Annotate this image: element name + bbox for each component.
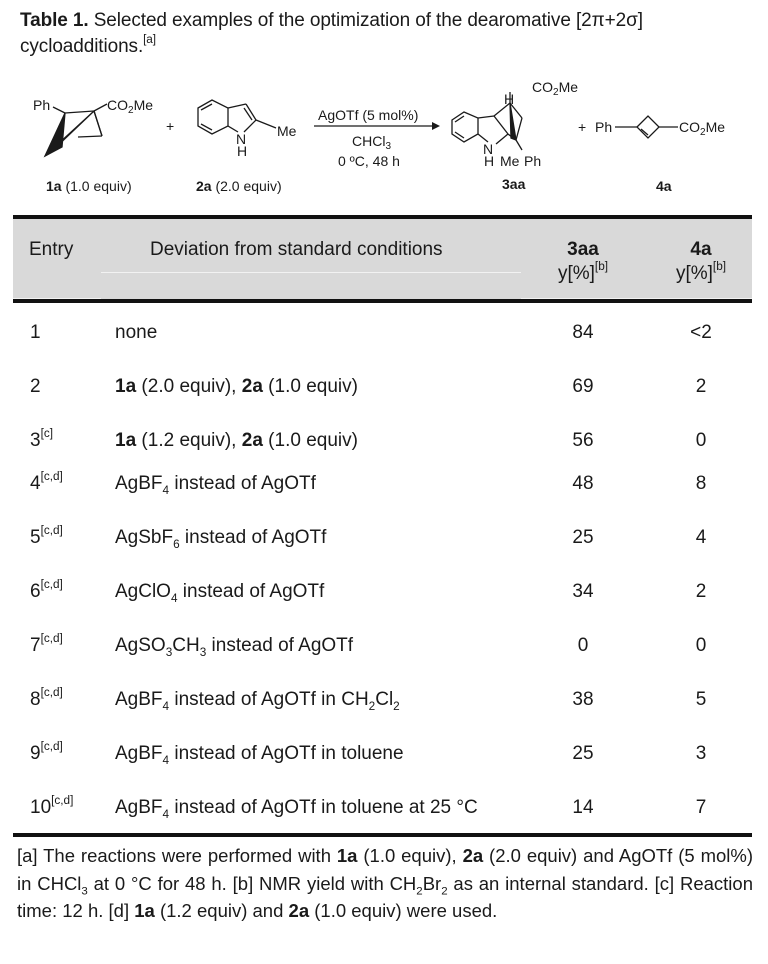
3aa-n-label: N: [483, 141, 494, 157]
yield-4a: 0: [695, 430, 707, 451]
yield-3aa: 38: [572, 689, 594, 710]
yield-4a: 4: [695, 527, 707, 548]
compound-1a-structure: [45, 104, 107, 156]
header-4a: 4a: [690, 239, 712, 260]
3aa-nh-label: H: [484, 153, 495, 169]
deviation-cell: AgBF$_4$ instead of AgOTf: [115, 473, 316, 497]
3aa-me-label: Me: [500, 153, 520, 169]
header-inner-rule: [101, 272, 521, 273]
footnote-d: [d] 1a (1.2 equiv) and 2a (1.0 equiv) were used.: [108, 900, 498, 921]
deviation-cell: $AgSO_3CH_3$ instead of AgOTf: [115, 635, 354, 659]
yield-3aa: 56: [572, 430, 594, 451]
2a-me-label: Me: [277, 123, 297, 139]
table-row: [13, 523, 752, 557]
yield-4a: 0: [695, 635, 707, 656]
entry-number: 7[c,d]: [30, 631, 63, 656]
yield-3aa: 34: [572, 581, 594, 602]
yield-3aa: 0: [577, 635, 589, 656]
yield-4a: 2: [695, 581, 707, 602]
deviation-cell: 1a (1.2 equiv), 2a (1.0 equiv): [115, 430, 358, 451]
3aa-h-label: H: [504, 91, 515, 107]
2a-h-label: H: [237, 143, 248, 159]
reaction-scheme: [0, 70, 768, 200]
header-3aa-unit: y[%][b]: [557, 259, 609, 284]
yield-4a: 7: [695, 797, 707, 818]
table-body: [13, 303, 752, 833]
label-2a: 2a (2.0 equiv): [196, 178, 282, 194]
entry-number: 5[c,d]: [30, 523, 63, 548]
table-bottom-rule: [13, 833, 752, 837]
2a-n-label: N: [236, 131, 247, 147]
yield-3aa: 25: [572, 743, 594, 764]
yield-4a: 3: [695, 743, 707, 764]
header-deviation: Deviation from standard conditions: [150, 239, 443, 260]
table-header: [13, 219, 752, 299]
condition-solvent: CHCl$_3$: [352, 133, 392, 152]
footnote-a: [a] The reactions were performed with 1a (1.0 equiv), 2a (2.0 equiv) and AgOTf (5 mol%) in CHCl$_3$ at 0 °C for 48 h.: [17, 845, 753, 898]
header-entry: Entry: [29, 239, 74, 260]
header-bottom-rule-right: [521, 298, 752, 299]
3aa-ph-label: Ph: [524, 153, 542, 169]
entry-number: 9[c,d]: [30, 739, 63, 764]
entry-number: 8[c,d]: [30, 685, 63, 710]
label-3aa: 3aa: [502, 176, 526, 192]
label-4a: 4a: [656, 178, 672, 194]
caption-text: Selected examples of the optimization of the dearomative [2π+2σ] cycloadditions.: [20, 10, 643, 57]
yield-4a: 5: [695, 689, 707, 710]
table-row: [13, 322, 752, 352]
deviation-cell: AgClO$_4$ instead of AgOTf: [115, 581, 325, 605]
yield-3aa: 69: [572, 376, 594, 397]
compound-4a-structure: [615, 116, 678, 138]
yield-4a: <2: [690, 322, 712, 343]
yield-3aa: 25: [572, 527, 594, 548]
table-row: [13, 577, 752, 611]
table-row: [13, 685, 752, 719]
table-row: [13, 469, 752, 503]
deviation-cell: AgSbF$_6$ instead of AgOTf: [115, 527, 327, 551]
table-row: [13, 739, 752, 773]
label-1a: 1a (1.0 equiv): [46, 178, 132, 194]
yield-3aa: 14: [572, 797, 594, 818]
entry-number: 4[c,d]: [30, 469, 63, 494]
footnote-c: [c] Reaction time: 12 h.: [17, 872, 753, 921]
table-row: [13, 376, 752, 406]
table-caption: [20, 8, 750, 60]
entry-number: 10[c,d]: [30, 793, 74, 818]
plus-sign-1: +: [166, 118, 175, 134]
entry-number: 6[c,d]: [30, 577, 63, 602]
condition-temp-time: 0 ºC, 48 h: [338, 153, 400, 169]
yield-4a: 8: [695, 473, 707, 494]
condition-catalyst: AgOTf (5 mol%): [318, 107, 419, 123]
deviation-cell: 1a (2.0 equiv), 2a (1.0 equiv): [115, 376, 358, 397]
table-row: [13, 793, 752, 827]
caption-label: Table 1.: [20, 10, 89, 31]
reaction-arrowhead: [432, 122, 440, 130]
table-footnotes: [17, 842, 753, 925]
optimization-table: [13, 215, 752, 837]
deviation-cell: AgBF$_4$ instead of AgOTf in toluene: [115, 743, 404, 767]
entry-number: 2: [30, 376, 41, 397]
table-row: [13, 426, 752, 460]
1a-co2me-label: $CO_2Me$: [107, 97, 154, 116]
entry-number: 1: [30, 322, 41, 343]
deviation-cell: AgBF$_4$ instead of AgOTf in $CH_2Cl_2$: [115, 689, 400, 713]
header-bottom-rule-left: [13, 298, 101, 299]
deviation-cell: none: [115, 322, 158, 343]
4a-co2me-label: $CO_2Me$: [679, 119, 726, 138]
compound-2a-structure: [198, 100, 276, 134]
header-3aa: 3aa: [567, 239, 599, 260]
yield-3aa: 48: [572, 473, 594, 494]
entry-number: 3[c]: [30, 426, 53, 451]
yield-3aa: 84: [572, 322, 594, 343]
yield-4a: 2: [695, 376, 707, 397]
caption-footnote-ref: [a]: [143, 32, 156, 46]
plus-sign-2: +: [578, 119, 587, 135]
1a-ph-label: Ph: [33, 97, 51, 113]
4a-ph-label: Ph: [595, 119, 613, 135]
table-row: [13, 631, 752, 665]
3aa-co2me-label: $CO_2Me$: [532, 79, 579, 98]
header-4a-unit: y[%][b]: [675, 259, 727, 284]
deviation-cell: AgBF$_4$ instead of AgOTf in toluene at 25 °C: [115, 797, 478, 821]
footnote-b: [b] NMR yield with $CH_2Br_2$ as an internal standard.: [232, 872, 649, 898]
